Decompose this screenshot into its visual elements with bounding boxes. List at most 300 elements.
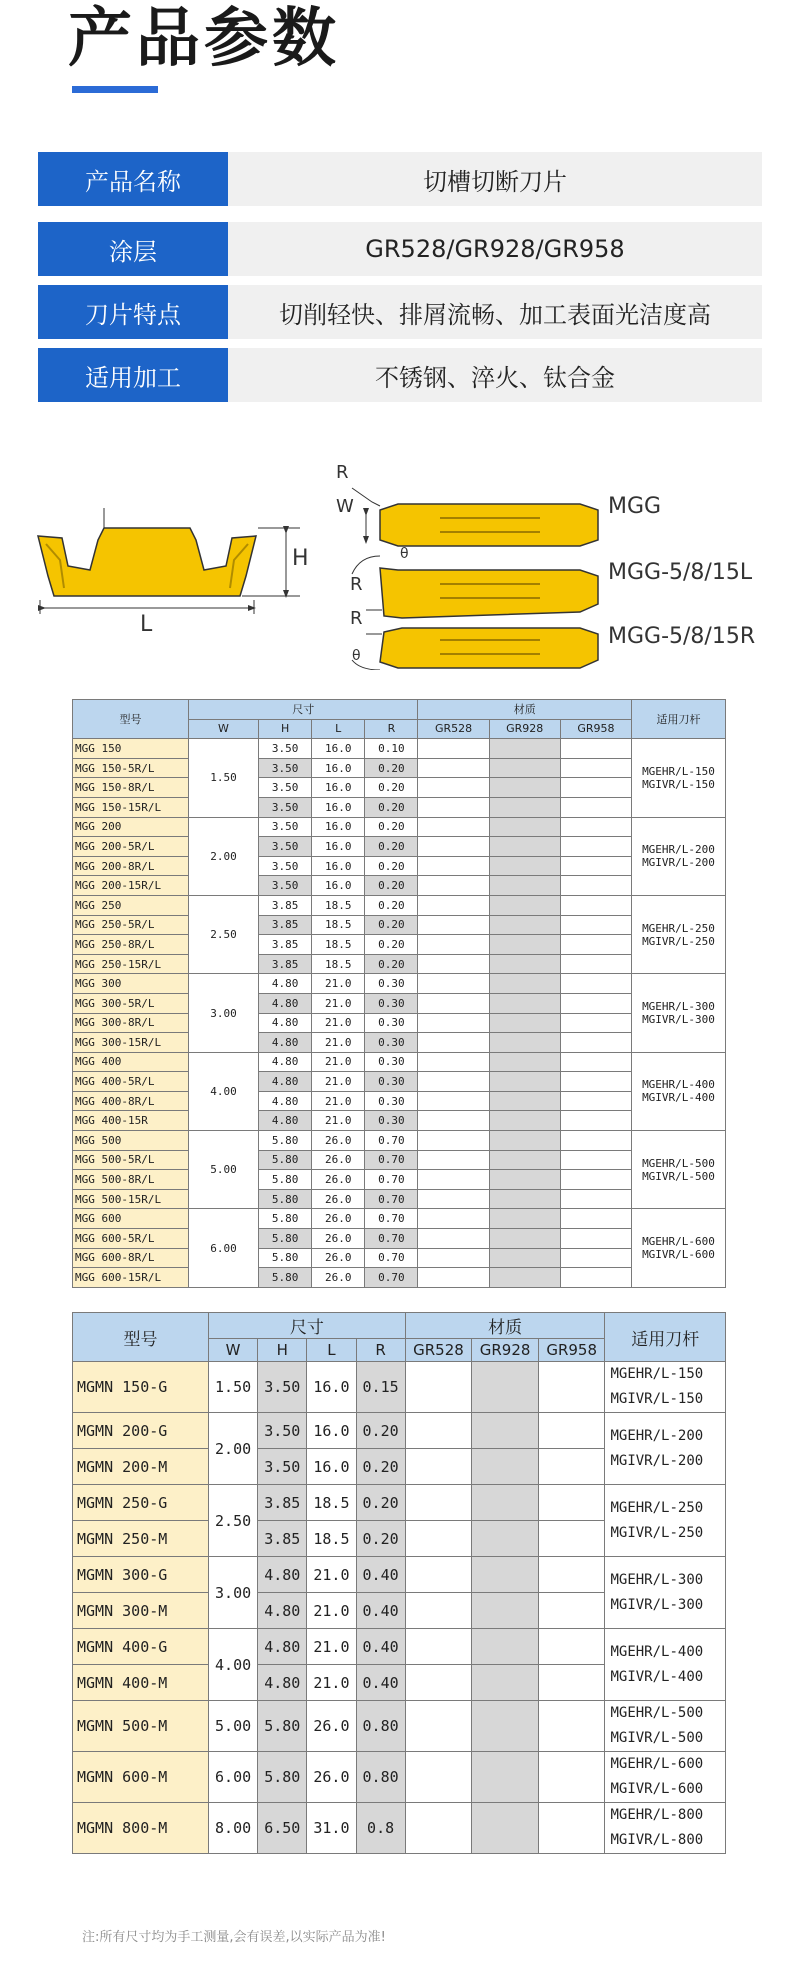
gr928-cell: [489, 935, 560, 955]
gr528-cell: [418, 1131, 489, 1151]
gr928-cell: [472, 1752, 539, 1803]
table-row: [73, 778, 726, 798]
model-cell: MGG 500: [73, 1131, 189, 1151]
col-r: R: [365, 719, 418, 739]
gr958-cell: [560, 1052, 631, 1072]
h-cell: 3.85: [258, 1485, 307, 1521]
model-cell: MGG 300-8R/L: [73, 1013, 189, 1033]
r-cell: 0.30: [365, 1072, 418, 1092]
table-row: [73, 1229, 726, 1249]
h-cell: 3.85: [259, 895, 312, 915]
w-cell: 5.00: [209, 1701, 258, 1752]
param-label: 适用加工: [38, 348, 228, 402]
gr958-cell: [560, 817, 631, 837]
label-r3: R: [350, 608, 363, 629]
w-cell: 3.00: [189, 974, 259, 1052]
model-cell: MGG 150-15R/L: [73, 797, 189, 817]
tool-line: MGIVR/L-600: [642, 1248, 715, 1262]
gr528-cell: [418, 837, 489, 857]
col-l: L: [307, 1339, 356, 1362]
h-cell: 3.50: [258, 1449, 307, 1485]
param-label: 产品名称: [38, 152, 228, 206]
h-cell: 3.50: [259, 739, 312, 759]
type-label-mgg-r: MGG-5/8/15R: [608, 624, 756, 649]
gr528-cell: [418, 797, 489, 817]
h-cell: 3.85: [259, 935, 312, 955]
tool-cell: [605, 1485, 726, 1557]
l-cell: 21.0: [312, 1072, 365, 1092]
tool-cell: [632, 817, 726, 895]
gr928-cell: [472, 1413, 539, 1449]
tool-line: MGIVR/L-500: [610, 1730, 704, 1746]
label-r1: R: [336, 462, 349, 483]
tool-line: MGIVR/L-150: [610, 1391, 704, 1407]
gr928-cell: [489, 1229, 560, 1249]
gr958-cell: [560, 1131, 631, 1151]
l-cell: 26.0: [307, 1752, 356, 1803]
col-tool: 适用刀杆: [632, 700, 726, 739]
col-w: W: [189, 719, 259, 739]
r-cell: 0.80: [356, 1752, 405, 1803]
gr958-cell: [538, 1665, 605, 1701]
r-cell: 0.70: [365, 1268, 418, 1288]
tool-line: MGIVR/L-800: [610, 1832, 704, 1848]
model-cell: MGG 600-5R/L: [73, 1229, 189, 1249]
gr528-cell: [418, 1072, 489, 1092]
r-cell: 0.20: [365, 876, 418, 896]
tool-cell: [605, 1362, 726, 1413]
r-cell: 0.40: [356, 1665, 405, 1701]
r-cell: 0.80: [356, 1701, 405, 1752]
h-cell: 3.50: [259, 758, 312, 778]
col-h: H: [258, 1339, 307, 1362]
l-cell: 21.0: [312, 1091, 365, 1111]
l-cell: 16.0: [307, 1413, 356, 1449]
model-cell: MGG 400: [73, 1052, 189, 1072]
h-cell: 3.85: [259, 954, 312, 974]
r-cell: 0.30: [365, 1052, 418, 1072]
tool-line: MGIVR/L-200: [642, 856, 715, 870]
gr528-cell: [418, 856, 489, 876]
model-cell: MGMN 500-M: [73, 1701, 209, 1752]
w-cell: 2.00: [189, 817, 259, 895]
gr528-cell: [418, 895, 489, 915]
h-cell: 3.50: [259, 817, 312, 837]
l-cell: 18.5: [307, 1521, 356, 1557]
label-r2: R: [350, 574, 363, 595]
table-row: [73, 993, 726, 1013]
l-cell: 16.0: [312, 837, 365, 857]
mgg-spec-table: [72, 699, 726, 1288]
w-cell: 5.00: [189, 1131, 259, 1209]
tool-cell: [632, 1131, 726, 1209]
gr528-cell: [405, 1701, 472, 1752]
gr528-cell: [418, 876, 489, 896]
gr958-cell: [538, 1557, 605, 1593]
gr928-cell: [489, 837, 560, 857]
tool-line: MGIVR/L-400: [610, 1668, 704, 1685]
gr928-cell: [472, 1593, 539, 1629]
title-underline: [72, 86, 158, 93]
param-label: 涂层: [38, 222, 228, 276]
l-cell: 21.0: [307, 1593, 356, 1629]
r-cell: 0.20: [356, 1521, 405, 1557]
w-cell: 2.50: [209, 1485, 258, 1557]
gr958-cell: [560, 1209, 631, 1229]
gr958-cell: [560, 758, 631, 778]
label-theta2: θ: [400, 546, 409, 562]
gr528-cell: [418, 954, 489, 974]
gr528-cell: [405, 1803, 472, 1854]
table-row: [73, 1209, 726, 1229]
h-cell: 4.80: [259, 1072, 312, 1092]
table-row: [73, 895, 726, 915]
tool-line: MGEHR/L-250: [610, 1499, 704, 1516]
gr928-cell: [489, 797, 560, 817]
gr528-cell: [405, 1629, 472, 1665]
h-cell: 4.80: [258, 1665, 307, 1701]
gr528-cell: [418, 739, 489, 759]
r-cell: 0.30: [365, 993, 418, 1013]
model-cell: MGMN 250-M: [73, 1521, 209, 1557]
param-row: [38, 152, 762, 206]
h-cell: 4.80: [259, 974, 312, 994]
r-cell: 0.20: [365, 758, 418, 778]
gr958-cell: [560, 993, 631, 1013]
gr528-cell: [405, 1665, 472, 1701]
tool-line: MGEHR/L-600: [610, 1756, 704, 1772]
gr928-cell: [489, 993, 560, 1013]
l-cell: 26.0: [312, 1229, 365, 1249]
model-cell: MGG 150: [73, 739, 189, 759]
l-cell: 18.5: [312, 895, 365, 915]
l-cell: 26.0: [312, 1248, 365, 1268]
table-row: [73, 1752, 726, 1803]
model-cell: MGG 500-8R/L: [73, 1170, 189, 1190]
gr958-cell: [560, 1013, 631, 1033]
tool-cell: [605, 1413, 726, 1485]
l-cell: 21.0: [312, 1033, 365, 1053]
table-row: [73, 1268, 726, 1288]
table-row: [73, 1072, 726, 1092]
label-h: H: [292, 546, 309, 571]
col-model: 型号: [73, 700, 189, 739]
r-cell: 0.20: [365, 797, 418, 817]
gr958-cell: [560, 1268, 631, 1288]
gr528-cell: [405, 1362, 472, 1413]
model-cell: MGMN 250-G: [73, 1485, 209, 1521]
gr928-cell: [489, 1209, 560, 1229]
w-cell: 3.00: [209, 1557, 258, 1629]
gr928-cell: [489, 1248, 560, 1268]
h-cell: 5.80: [259, 1131, 312, 1151]
h-cell: 5.80: [259, 1150, 312, 1170]
table-row: [73, 1701, 726, 1752]
r-cell: 0.40: [356, 1629, 405, 1665]
model-cell: MGG 200-15R/L: [73, 876, 189, 896]
col-gr928: GR928: [489, 719, 560, 739]
col-gr528: GR528: [405, 1339, 472, 1362]
r-cell: 0.20: [365, 856, 418, 876]
h-cell: 5.80: [259, 1268, 312, 1288]
gr928-cell: [489, 1170, 560, 1190]
r-cell: 0.30: [365, 1091, 418, 1111]
r-cell: 0.70: [365, 1170, 418, 1190]
r-cell: 0.70: [365, 1150, 418, 1170]
r-cell: 0.20: [356, 1485, 405, 1521]
tool-line: MGEHR/L-500: [642, 1156, 715, 1170]
l-cell: 26.0: [312, 1150, 365, 1170]
gr528-cell: [418, 1268, 489, 1288]
gr928-cell: [489, 1111, 560, 1131]
h-cell: 4.80: [259, 1052, 312, 1072]
model-cell: MGG 200-8R/L: [73, 856, 189, 876]
h-cell: 3.85: [258, 1521, 307, 1557]
table-row: [73, 974, 726, 994]
h-cell: 5.80: [258, 1701, 307, 1752]
table-row: [73, 817, 726, 837]
gr958-cell: [560, 935, 631, 955]
gr528-cell: [405, 1485, 472, 1521]
col-gr528: GR528: [418, 719, 489, 739]
gr928-cell: [489, 739, 560, 759]
h-cell: 3.85: [259, 915, 312, 935]
l-cell: 21.0: [307, 1557, 356, 1593]
tool-cell: [632, 1052, 726, 1130]
h-cell: 4.80: [258, 1557, 307, 1593]
gr958-cell: [560, 837, 631, 857]
gr928-cell: [472, 1362, 539, 1413]
gr528-cell: [418, 993, 489, 1013]
gr528-cell: [405, 1752, 472, 1803]
h-cell: 4.80: [259, 993, 312, 1013]
l-cell: 16.0: [312, 778, 365, 798]
insert-top-mggr: [352, 628, 598, 670]
model-cell: MGG 250-15R/L: [73, 954, 189, 974]
gr928-cell: [489, 895, 560, 915]
h-cell: 4.80: [259, 1013, 312, 1033]
gr958-cell: [538, 1413, 605, 1449]
col-w: W: [209, 1339, 258, 1362]
r-cell: 0.40: [356, 1593, 405, 1629]
tool-line: MGEHR/L-400: [642, 1078, 715, 1092]
tool-line: MGIVR/L-300: [642, 1013, 715, 1026]
l-cell: 26.0: [312, 1209, 365, 1229]
gr528-cell: [418, 1013, 489, 1033]
l-cell: 18.5: [312, 915, 365, 935]
gr928-cell: [489, 915, 560, 935]
tool-line: MGIVR/L-300: [610, 1596, 704, 1613]
h-cell: 4.80: [259, 1091, 312, 1111]
param-value: 切槽切断刀片: [228, 152, 762, 206]
h-cell: 5.80: [258, 1752, 307, 1803]
gr928-cell: [489, 1013, 560, 1033]
h-cell: 4.80: [258, 1593, 307, 1629]
l-cell: 21.0: [312, 974, 365, 994]
model-cell: MGG 150-5R/L: [73, 758, 189, 778]
gr958-cell: [560, 1111, 631, 1131]
l-cell: 26.0: [312, 1189, 365, 1209]
tool-line: MGIVR/L-600: [610, 1781, 704, 1797]
label-l: L: [140, 612, 153, 637]
gr958-cell: [538, 1362, 605, 1413]
gr528-cell: [405, 1593, 472, 1629]
table-row: [73, 935, 726, 955]
table-row: [73, 758, 726, 778]
l-cell: 16.0: [312, 739, 365, 759]
h-cell: 3.50: [259, 778, 312, 798]
gr528-cell: [405, 1557, 472, 1593]
h-cell: 6.50: [258, 1803, 307, 1854]
table-row: [73, 1189, 726, 1209]
gr958-cell: [560, 1072, 631, 1092]
model-cell: MGG 300: [73, 974, 189, 994]
gr928-cell: [489, 1268, 560, 1288]
col-gr958: GR958: [560, 719, 631, 739]
model-cell: MGG 500-5R/L: [73, 1150, 189, 1170]
model-cell: MGG 200: [73, 817, 189, 837]
r-cell: 0.20: [365, 817, 418, 837]
gr928-cell: [489, 954, 560, 974]
col-h: H: [259, 719, 312, 739]
label-theta3: θ: [352, 648, 361, 664]
col-dims: 尺寸: [209, 1313, 406, 1339]
gr958-cell: [538, 1701, 605, 1752]
tool-line: MGEHR/L-300: [642, 1000, 715, 1013]
table-row: [73, 797, 726, 817]
h-cell: 4.80: [259, 1111, 312, 1131]
model-cell: MGMN 600-M: [73, 1752, 209, 1803]
l-cell: 18.5: [312, 935, 365, 955]
gr958-cell: [560, 1189, 631, 1209]
label-w: W: [336, 496, 354, 517]
table-row: [73, 1150, 726, 1170]
l-cell: 16.0: [312, 758, 365, 778]
r-cell: 0.10: [365, 739, 418, 759]
model-cell: MGG 150-8R/L: [73, 778, 189, 798]
table-row: [73, 954, 726, 974]
tool-cell: [605, 1557, 726, 1629]
gr958-cell: [560, 974, 631, 994]
r-cell: 0.30: [365, 1033, 418, 1053]
model-cell: MGMN 400-M: [73, 1665, 209, 1701]
r-cell: 0.20: [356, 1449, 405, 1485]
h-cell: 4.80: [258, 1629, 307, 1665]
col-tool: 适用刀杆: [605, 1313, 726, 1362]
gr528-cell: [418, 1091, 489, 1111]
gr958-cell: [560, 1091, 631, 1111]
l-cell: 18.5: [307, 1485, 356, 1521]
gr528-cell: [418, 1052, 489, 1072]
gr528-cell: [418, 1111, 489, 1131]
model-cell: MGG 250-5R/L: [73, 915, 189, 935]
gr958-cell: [560, 797, 631, 817]
gr928-cell: [472, 1803, 539, 1854]
param-row: [38, 285, 762, 339]
table-row: [73, 1111, 726, 1131]
gr528-cell: [405, 1449, 472, 1485]
l-cell: 26.0: [312, 1131, 365, 1151]
h-cell: 5.80: [259, 1170, 312, 1190]
gr928-cell: [489, 856, 560, 876]
h-cell: 3.50: [258, 1362, 307, 1413]
model-cell: MGMN 300-G: [73, 1557, 209, 1593]
w-cell: 8.00: [209, 1803, 258, 1854]
gr528-cell: [418, 974, 489, 994]
h-cell: 4.80: [259, 1033, 312, 1053]
tool-line: MGEHR/L-300: [610, 1571, 704, 1588]
gr928-cell: [472, 1701, 539, 1752]
tool-cell: [632, 1209, 726, 1287]
gr928-cell: [489, 1072, 560, 1092]
h-cell: 3.50: [259, 876, 312, 896]
h-cell: 3.50: [259, 856, 312, 876]
gr928-cell: [472, 1665, 539, 1701]
l-cell: 26.0: [312, 1268, 365, 1288]
l-cell: 16.0: [307, 1362, 356, 1413]
r-cell: 0.20: [356, 1413, 405, 1449]
gr958-cell: [538, 1752, 605, 1803]
gr958-cell: [560, 1170, 631, 1190]
gr958-cell: [560, 1033, 631, 1053]
gr528-cell: [418, 817, 489, 837]
h-cell: 5.80: [259, 1248, 312, 1268]
table-row: [73, 915, 726, 935]
r-cell: 0.20: [365, 895, 418, 915]
model-cell: MGG 600: [73, 1209, 189, 1229]
tool-line: MGIVR/L-200: [610, 1452, 704, 1469]
insert-top-mgg: [352, 488, 598, 546]
model-cell: MGG 250: [73, 895, 189, 915]
r-cell: 0.20: [365, 837, 418, 857]
tool-line: MGEHR/L-500: [610, 1705, 704, 1721]
model-cell: MGMN 200-M: [73, 1449, 209, 1485]
w-cell: 2.50: [189, 895, 259, 973]
col-material: 材质: [405, 1313, 605, 1339]
tool-line: MGEHR/L-200: [642, 843, 715, 857]
r-cell: 0.15: [356, 1362, 405, 1413]
tool-line: MGEHR/L-800: [610, 1807, 704, 1823]
tool-line: MGEHR/L-400: [610, 1643, 704, 1660]
h-cell: 5.80: [259, 1229, 312, 1249]
tool-cell: [632, 895, 726, 973]
table-row: [73, 1362, 726, 1413]
tool-line: MGIVR/L-150: [642, 777, 715, 791]
gr928-cell: [489, 1033, 560, 1053]
tool-line: MGEHR/L-600: [642, 1235, 715, 1249]
model-cell: MGG 400-15R: [73, 1111, 189, 1131]
l-cell: 31.0: [307, 1803, 356, 1854]
model-cell: MGG 400-8R/L: [73, 1091, 189, 1111]
gr928-cell: [472, 1485, 539, 1521]
tool-cell: [632, 974, 726, 1052]
table-row: [73, 1052, 726, 1072]
h-cell: 3.50: [259, 837, 312, 857]
gr958-cell: [538, 1521, 605, 1557]
table-row: [73, 1413, 726, 1449]
gr928-cell: [489, 758, 560, 778]
gr528-cell: [405, 1413, 472, 1449]
tool-line: MGEHR/L-200: [610, 1427, 704, 1444]
l-cell: 21.0: [312, 1013, 365, 1033]
tool-line: MGIVR/L-250: [642, 934, 715, 948]
model-cell: MGG 400-5R/L: [73, 1072, 189, 1092]
gr928-cell: [489, 974, 560, 994]
gr958-cell: [560, 739, 631, 759]
table-row: [73, 1803, 726, 1854]
l-cell: 16.0: [312, 876, 365, 896]
model-cell: MGMN 400-G: [73, 1629, 209, 1665]
